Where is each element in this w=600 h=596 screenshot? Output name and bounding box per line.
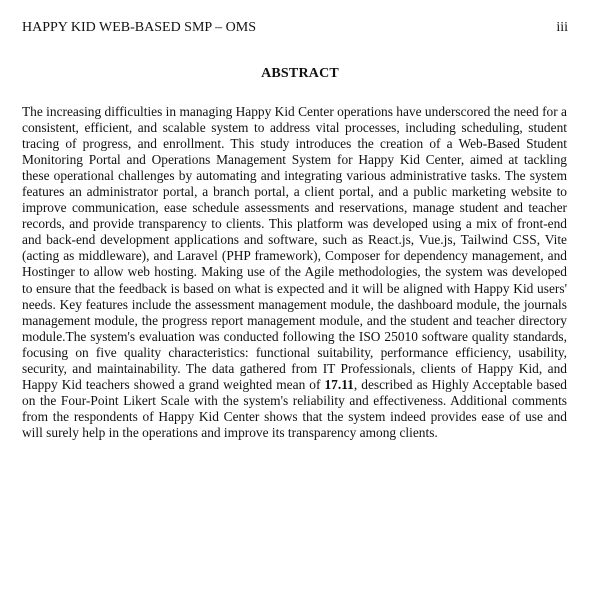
abstract-text-before-mean: The increasing difficulties in managing Happy Kid Center operations have underscored the need for a consistent, efficient, and scalable system to address vital processes, including scheduling, student tracing of progress, and enrollment. This study introduces the creation of a Web-Based Student Monitoring Portal and Operations Management System for Happy Kid Center, aimed at tackling these operational challenges by automating and integrating various administrative tasks. The system features an administrator portal, a branch portal, a client portal, and a public marketing website to improve communication, ease schedule assessments and reservations, manage student and teacher records, and provide transparency to clients. This platform was developed using a mix of front-end and back-end development applications and software, such as React.js, Vue.js, Tailwind CSS, Vite (acting as middleware), and Laravel (PHP framework), Composer for dependency management, and Hostinger to allow web hosting. Making use of the Agile methodologies, the system was developed to ensure that the feedback is based on what is expected and it will be aligned with Happy Kid users' needs. Key features include the assessment management module, the dashboard module, the journals management module, the progress report management module, and the student and teacher directory module.The system's evaluation was conducted following the ISO 25010 software quality standards, focusing on five quality characteristics: functional suitability, performance efficiency, usability, security, and maintainability. The data gathered from IT Professionals, clients of Happy Kid, and Happy Kid teachers showed a grand weighted mean of xyxy=(22,104,567,392)
running-header xyxy=(22,20,568,36)
running-title: HAPPY KID WEB-BASED SMP – OMS xyxy=(22,20,257,35)
grand-weighted-mean-value: 17.11 xyxy=(324,376,354,392)
abstract-paragraph xyxy=(22,104,567,441)
page-number: iii xyxy=(556,20,568,35)
abstract-heading: ABSTRACT xyxy=(261,66,339,81)
abstract-text-after-mean: , described as Highly Acceptable based on the Four-Point Likert Scale with the system's reliability and effectiveness. Additional comments from the respondents of Happy Kid Center shows that the system indeed provides ease of use and will surely help in the operations and improve its transparency among clients. xyxy=(22,376,567,440)
